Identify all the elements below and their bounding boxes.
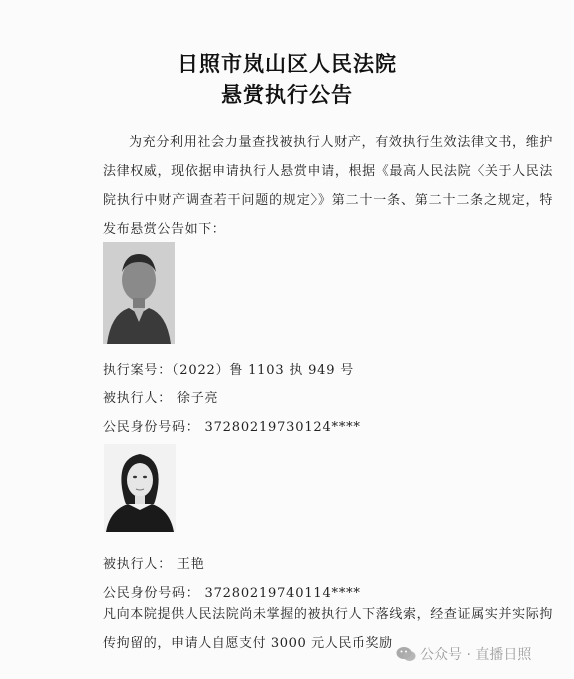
reward-paragraph: 凡向本院提供人民法院尚未掌握的被执行人下落线索，经查证属实并实际拘传拘留的，申请人自愿支付 3000 元人民币奖励 [103,607,553,651]
person1-photo [103,242,175,344]
person2-name: 被执行人： 王艳 [103,557,205,572]
person1-name: 被执行人： 徐子亮 [103,391,219,406]
wechat-icon [396,646,416,662]
watermark-text: 公众号 · 直播日照 [420,647,532,663]
person1-case-number: 执行案号：（2022）鲁 1103 执 949 号 [103,363,355,378]
court-name-title: 日照市岚山区人民法院 [177,52,397,76]
person1-id-number: 公民身份号码： 37280219730124**** [103,420,361,435]
watermark [396,644,531,664]
notice-title: 悬赏执行公告 [221,83,353,107]
person2-id-number: 公民身份号码： 37280219740114**** [103,586,361,601]
person2-photo [104,444,176,532]
intro-paragraph: 为充分利用社会力量查找被执行人财产，有效执行生效法律文书，维护法律权威，现依据申请执行人悬赏申请，根据《最高人民法院〈关于人民法院执行中财产调查若干问题的规定〉》第二十一条、第二十二条之规定，特发布悬赏公告如下： [103,135,553,237]
